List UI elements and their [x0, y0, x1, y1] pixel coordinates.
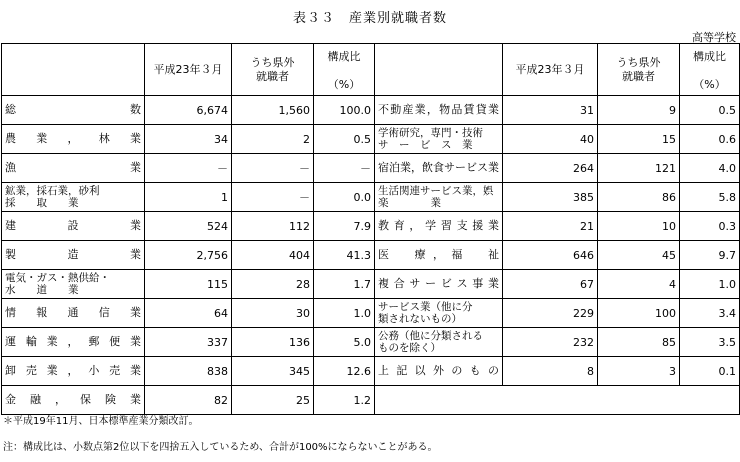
left-outpref-cell: －: [232, 183, 314, 212]
header-row: [2, 44, 740, 96]
header-outpref-line2: 就職者: [622, 69, 655, 83]
right-ratio-cell: 0.6: [680, 125, 740, 154]
left-outpref-cell: 1,560: [232, 96, 314, 125]
left-industry-label: 総 数: [2, 96, 145, 125]
right-industry-label: 上記以外のもの: [375, 357, 503, 386]
industry-label-line1: 鉱業，採石業，砂利: [5, 185, 100, 197]
industry-label-line1: 生活関連サービス業，娯: [378, 185, 494, 197]
right-total-cell: 40: [503, 125, 598, 154]
right-ratio-cell: 0.1: [680, 357, 740, 386]
industry-label-line2: サ ー ビ ス 業: [378, 139, 473, 151]
table-row: [2, 241, 740, 270]
left-total-cell: 524: [145, 212, 232, 241]
left-ratio-cell: 41.3: [314, 241, 375, 270]
right-outpref-cell: 15: [598, 125, 680, 154]
left-outpref-cell: 136: [232, 328, 314, 357]
right-total-cell: 8: [503, 357, 598, 386]
left-ratio-cell: 1.7: [314, 270, 375, 299]
right-industry-label: [375, 183, 503, 212]
left-ratio-cell: 0.0: [314, 183, 375, 212]
right-industry-label: 宿泊業，飲食サービス業: [375, 154, 503, 183]
left-industry-label: 運輸業，郵便業: [2, 328, 145, 357]
left-industry-label: 情報通信業: [2, 299, 145, 328]
right-industry-label: [375, 299, 503, 328]
industry-label-line1: 電気・ガス・熱供給・: [5, 272, 110, 284]
right-ratio-cell: 0.5: [680, 96, 740, 125]
left-ratio-cell: 100.0: [314, 96, 375, 125]
header-ratio-line1: 構成比: [327, 50, 361, 63]
right-industry-label: 不動産業，物品賃貸業: [375, 96, 503, 125]
header-blank-left: [2, 44, 145, 96]
right-outpref-cell: 10: [598, 212, 680, 241]
right-industry-label: 複合サービス事業: [375, 270, 503, 299]
school-level-label: 高等学校: [692, 31, 736, 44]
right-total-cell: 229: [503, 299, 598, 328]
left-ratio-cell: 0.5: [314, 125, 375, 154]
right-ratio-cell: 3.5: [680, 328, 740, 357]
left-outpref-cell: －: [232, 154, 314, 183]
header-outpref-left: [232, 44, 314, 96]
right-ratio-cell: 0.3: [680, 212, 740, 241]
left-total-cell: 115: [145, 270, 232, 299]
right-ratio-cell: 3.4: [680, 299, 740, 328]
left-total-cell: 6,674: [145, 96, 232, 125]
industry-label-line2: ものを除く）: [378, 342, 441, 354]
left-industry-label: 卸売業，小売業: [2, 357, 145, 386]
left-industry-label: [2, 270, 145, 299]
table-row: [2, 270, 740, 299]
industry-label-line1: 学術研究，専門・技術: [378, 127, 483, 139]
left-total-cell: 64: [145, 299, 232, 328]
right-outpref-cell: 9: [598, 96, 680, 125]
left-ratio-cell: 7.9: [314, 212, 375, 241]
right-outpref-cell: 100: [598, 299, 680, 328]
left-outpref-cell: 28: [232, 270, 314, 299]
left-total-cell: 34: [145, 125, 232, 154]
right-outpref-cell: 85: [598, 328, 680, 357]
left-industry-label: 製 造 業: [2, 241, 145, 270]
left-ratio-cell: －: [314, 154, 375, 183]
industry-label-line2: 類されないもの）: [378, 313, 462, 325]
right-total-cell: 21: [503, 212, 598, 241]
table-row: [2, 154, 740, 183]
left-outpref-cell: 345: [232, 357, 314, 386]
right-outpref-cell: 121: [598, 154, 680, 183]
left-total-cell: 838: [145, 357, 232, 386]
right-ratio-cell: 9.7: [680, 241, 740, 270]
left-industry-label: [2, 183, 145, 212]
header-total-left: 平成23年３月: [145, 44, 232, 96]
left-total-cell: 82: [145, 386, 232, 415]
left-total-cell: 337: [145, 328, 232, 357]
right-outpref-cell: 4: [598, 270, 680, 299]
table-row: [2, 183, 740, 212]
left-outpref-cell: 112: [232, 212, 314, 241]
right-outpref-cell: 45: [598, 241, 680, 270]
employment-by-industry-table: [1, 43, 740, 415]
left-total-cell: 2,756: [145, 241, 232, 270]
table-row: [2, 212, 740, 241]
table-body: [2, 96, 740, 415]
note-classification: ＊平成19年11月、日本標準産業分類改訂。: [3, 416, 199, 427]
header-ratio-left: [314, 44, 375, 96]
industry-label-line1: 公務（他に分類される: [378, 330, 483, 342]
right-ratio-cell: 4.0: [680, 154, 740, 183]
left-outpref-cell: 404: [232, 241, 314, 270]
left-total-cell: 1: [145, 183, 232, 212]
header-outpref-right: [598, 44, 680, 96]
right-ratio-cell: 5.8: [680, 183, 740, 212]
right-ratio-cell: 1.0: [680, 270, 740, 299]
left-ratio-cell: 1.0: [314, 299, 375, 328]
empty-cell: [680, 386, 740, 415]
right-total-cell: 264: [503, 154, 598, 183]
left-industry-label: 農業，林業: [2, 125, 145, 154]
right-outpref-cell: 86: [598, 183, 680, 212]
industry-label-line2: 水 道 業: [5, 284, 79, 296]
header-outpref-line2: 就職者: [256, 69, 289, 83]
left-total-cell: －: [145, 154, 232, 183]
left-industry-label: 建 設 業: [2, 212, 145, 241]
note-rounding: 注：構成比は、小数点第2位以下を四捨五入しているため、合計が100%にならないことがある。: [3, 442, 438, 453]
left-industry-label: 金融，保険業: [2, 386, 145, 415]
empty-cell: [598, 386, 680, 415]
left-outpref-cell: 25: [232, 386, 314, 415]
right-outpref-cell: 3: [598, 357, 680, 386]
right-total-cell: 232: [503, 328, 598, 357]
right-total-cell: 385: [503, 183, 598, 212]
header-total-right: 平成23年３月: [503, 44, 598, 96]
table-row: [2, 125, 740, 154]
right-total-cell: 31: [503, 96, 598, 125]
industry-label-line2: 採 取 業: [5, 197, 79, 209]
empty-cell: [375, 386, 503, 415]
left-outpref-cell: 30: [232, 299, 314, 328]
left-outpref-cell: 2: [232, 125, 314, 154]
header-ratio-line2: （%）: [327, 78, 361, 91]
header-outpref-line1: うち県外: [616, 55, 661, 69]
industry-label-line2: 楽 業: [378, 197, 441, 209]
right-total-cell: 646: [503, 241, 598, 270]
header-ratio-line1: 構成比: [693, 50, 726, 63]
left-ratio-cell: 12.6: [314, 357, 375, 386]
right-industry-label: 医 療，福 祉: [375, 241, 503, 270]
left-ratio-cell: 5.0: [314, 328, 375, 357]
header-blank-right: [375, 44, 503, 96]
table-row: [2, 386, 740, 415]
left-industry-label: 漁 業: [2, 154, 145, 183]
header-ratio-right: [680, 44, 740, 96]
table-row: [2, 328, 740, 357]
empty-cell: [503, 386, 598, 415]
left-ratio-cell: 1.2: [314, 386, 375, 415]
right-industry-label: 教育，学習支援業: [375, 212, 503, 241]
header-ratio-line2: （%）: [693, 78, 726, 91]
header-outpref-line1: うち県外: [250, 55, 295, 69]
industry-label-line1: サービス業（他に分: [378, 301, 473, 313]
right-total-cell: 67: [503, 270, 598, 299]
table-title: 表３３ 産業別就職者数: [292, 11, 447, 26]
right-industry-label: [375, 125, 503, 154]
table-row: [2, 299, 740, 328]
table-row: [2, 357, 740, 386]
right-industry-label: [375, 328, 503, 357]
table-row: [2, 96, 740, 125]
